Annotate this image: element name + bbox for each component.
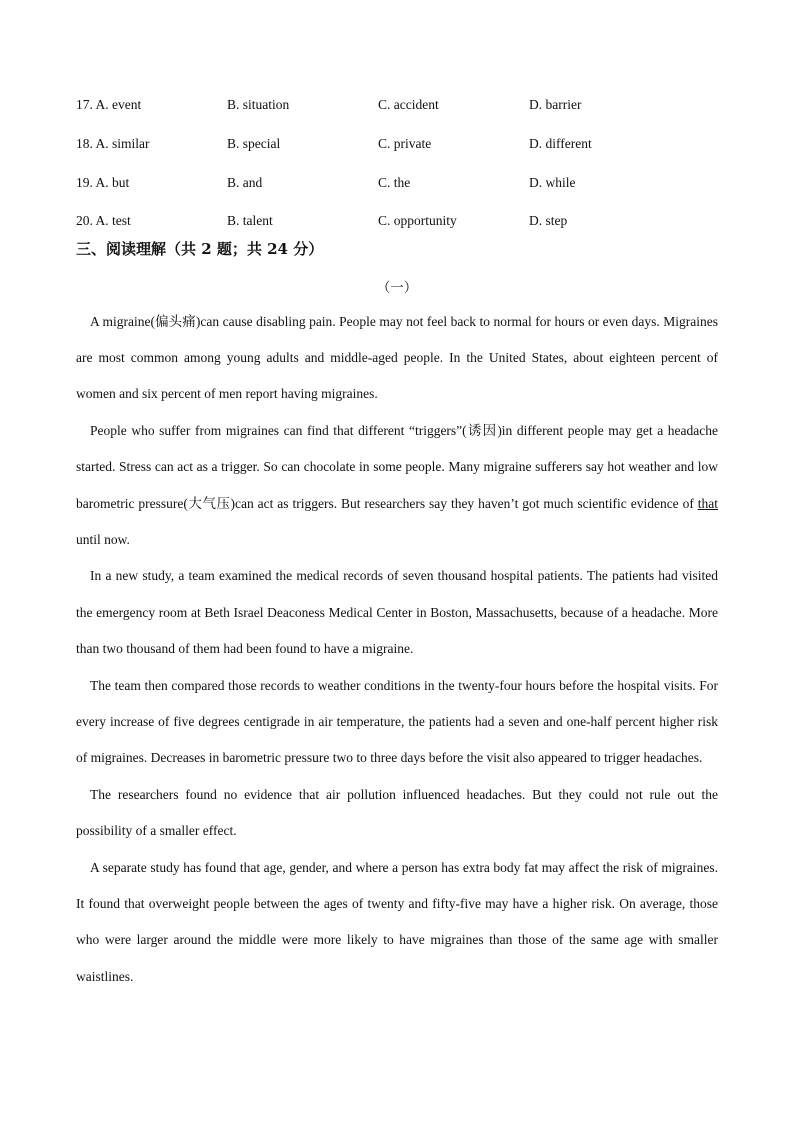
- question-20-option-b: B. talent: [227, 213, 273, 229]
- passage-marker: （一）: [376, 280, 418, 295]
- question-17-options: [76, 86, 736, 125]
- question-19-option-c: C. the: [378, 174, 411, 190]
- question-17-option-b: B. situation: [227, 97, 290, 113]
- question-18-option-c: C. private: [378, 136, 432, 152]
- question-18-option-d: D. different: [529, 136, 592, 152]
- question-17-option-d: D. barrier: [529, 97, 582, 113]
- question-19-option-d: D. while: [529, 174, 576, 190]
- question-19-options: [76, 163, 736, 202]
- question-20-option-c: C. opportunity: [378, 213, 457, 229]
- paragraph-3: In a new study, a team examined the medical records of seven thousand hospital patients. The patients had visited the emergency room at Beth Israel Deaconess Medical Center in Boston, Massachusetts, because of a headache. More than two thousand of them had been found to have a migraine.: [76, 568, 718, 657]
- paragraph-2-ending: until now.: [76, 531, 130, 547]
- question-18-option-b: B. special: [227, 136, 281, 152]
- question-17-option-a: 17. A. event: [76, 97, 142, 113]
- question-18-options: [76, 125, 736, 164]
- section-heading: 三、阅读理解（共 2 题；共 24 分）: [76, 240, 324, 258]
- question-20-option-d: D. step: [529, 213, 568, 229]
- question-20-options: [76, 202, 736, 241]
- paragraph-2-text: People who suffer from migraines can find that different “triggers”(诱因)in different people may get a headache started. Stress can act as a trigger. So can chocolate in some people. Many migraine sufferers say hot weather and low barometric pressure(大气压)can act as triggers. But researchers say they haven’t got much scientific evidence of: [76, 422, 718, 511]
- reading-passage: [76, 304, 718, 996]
- question-19-option-b: B. and: [227, 174, 263, 190]
- paragraph-5: The researchers found no evidence that air pollution influenced headaches. But they could not rule out the possibility of a smaller effect.: [76, 786, 718, 839]
- answer-options: [76, 86, 736, 241]
- question-19-option-a: 19. A. but: [76, 174, 130, 190]
- paragraph-1: A migraine(偏头痛)can cause disabling pain. People may not feel back to normal for hours or even days. Migraines are most common among young adults and middle-aged people. In the United States, about eighteen percent of women and six percent of men report having migraines.: [76, 313, 718, 402]
- paragraph-6: A separate study has found that age, gender, and where a person has extra body fat may affect the risk of migraines. It found that overweight people between the ages of twenty and fifty-five may have a higher risk. On average, those who were larger around the middle were more likely to have migraines than those of the same age with smaller waistlines.: [76, 859, 718, 984]
- paragraph-2: [76, 413, 718, 559]
- paragraph-4: The team then compared those records to weather conditions in the twenty-four hours before the hospital visits. For every increase of five degrees centigrade in air temperature, the patients had a seven and one-half percent higher risk of migraines. Decreases in barometric pressure two to three days before the visit also appeared to trigger headaches.: [76, 677, 718, 766]
- question-20-option-a: 20. A. test: [76, 213, 131, 229]
- question-17-option-c: C. accident: [378, 97, 439, 113]
- question-18-option-a: 18. A. similar: [76, 136, 150, 152]
- underlined-word: that: [697, 495, 718, 511]
